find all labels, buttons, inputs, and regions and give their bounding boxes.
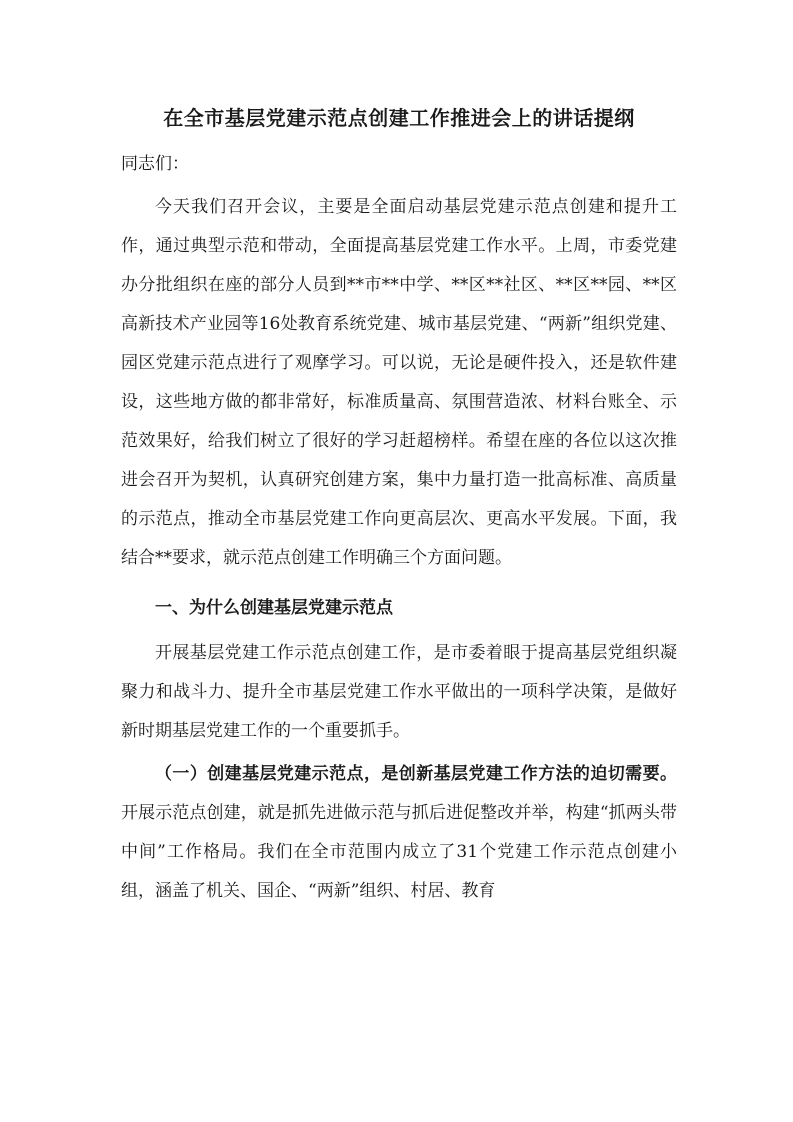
subsection-1-body: 开展示范点创建，就是抓先进做示范与抓后进促整改并举，构建“抓两头带中间”工作格局。我们在全市范围内成立了31个党建工作示范点创建小组，涵盖了机关、国企、“两新”组织、村居、教育 <box>121 803 677 901</box>
document-title: 在全市基层党建示范点创建工作推进会上的讲话提纲 <box>163 106 635 130</box>
intro-paragraph: 今天我们召开会议，主要是全面启动基层党建示范点创建和提升工作，通过典型示范和带动，全面提高基层党建工作水平。上周，市委党建办分批组织在座的部分人员到**市**中学、**区**社区、**区**园、**区高新技术产业园等16处教育系统党建、城市基层党建、“两新”组织党建、园区党建示范点进行了观摩学习。可以说，无论是硬件投入，还是软件建设，这些地方做的都非常好，标准质量高、氛围营造浓、材料台账全、示范效果好，给我们树立了很好的学习赶超榜样。希望在座的各位以这次推进会召开为契机，认真研究创建方案，集中力量打造一批高标准、高质量的示范点，推动全市基层党建工作向更高层次、更高水平发展。下面，我结合**要求，就示范点创建工作明确三个方面问题。 <box>121 197 677 568</box>
section-1-heading: 一、为什么创建基层党建示范点 <box>155 598 393 618</box>
subsection-1-lead: （一）创建基层党建示范点，是创新基层党建工作方法的迫切需要。 <box>155 764 677 784</box>
document-page <box>121 96 677 911</box>
subsection-1-paragraph <box>121 755 677 911</box>
greeting: 同志们： <box>121 154 189 174</box>
section-1-paragraph: 开展基层党建工作示范点创建工作，是市委着眼于提高基层党组织凝聚力和战斗力、提升全市基层党建工作水平做出的一项科学决策，是做好新时期基层党建工作的一个重要抓手。 <box>121 643 677 741</box>
